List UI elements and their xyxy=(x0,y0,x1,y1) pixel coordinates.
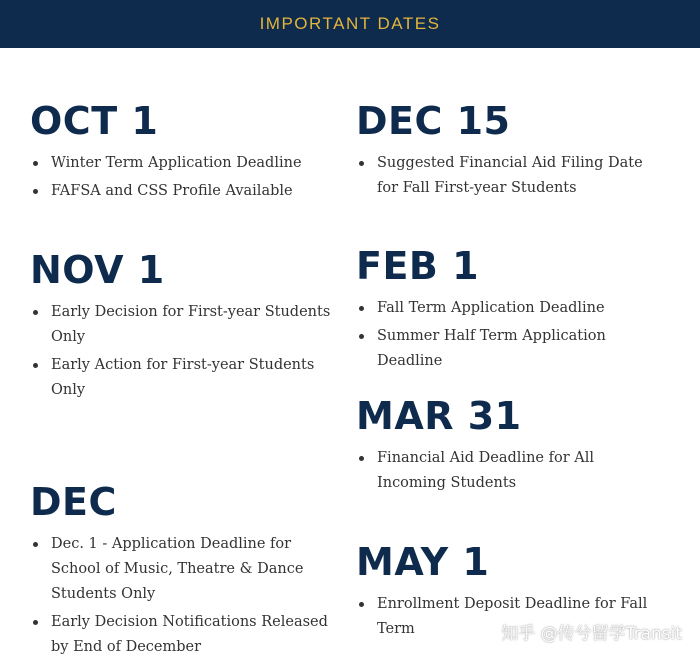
deadline-item: FAFSA and CSS Profile Available xyxy=(30,179,340,204)
date-section-dec15 xyxy=(356,99,666,204)
deadline-item: Summer Half Term Application Deadline xyxy=(356,324,666,374)
deadline-item: Early Decision Notifications Released by End of December xyxy=(30,610,340,660)
date-heading: DEC 15 xyxy=(356,99,511,143)
deadline-item: Dec. 1 - Application Deadline for School of Music, Theatre & Dance Students Only xyxy=(30,532,340,607)
date-heading: MAR 31 xyxy=(356,394,522,438)
deadline-item: Fall Term Application Deadline xyxy=(356,296,666,321)
deadline-list xyxy=(356,151,666,201)
header-bar xyxy=(0,0,700,48)
date-heading: FEB 1 xyxy=(356,244,480,288)
date-section-nov1 xyxy=(30,248,340,406)
deadline-item: Early Decision for First-year Students Only xyxy=(30,300,340,350)
deadline-item: Financial Aid Deadline for All Incoming Students xyxy=(356,446,666,496)
deadline-list xyxy=(356,446,666,496)
deadline-item: Early Action for First-year Students Only xyxy=(30,353,340,403)
date-section-mar31 xyxy=(356,394,666,499)
date-heading: DEC xyxy=(30,480,117,524)
date-heading: OCT 1 xyxy=(30,99,159,143)
watermark: 知乎 @传兮留学Transit xyxy=(501,624,682,644)
date-section-dec xyxy=(30,480,340,663)
date-section-feb1 xyxy=(356,244,666,377)
deadline-list xyxy=(30,300,340,403)
deadline-list xyxy=(356,296,666,374)
deadline-item: Winter Term Application Deadline xyxy=(30,151,340,176)
date-heading: NOV 1 xyxy=(30,248,165,292)
deadline-item: Suggested Financial Aid Filing Date for Fall First-year Students xyxy=(356,151,666,201)
deadline-list xyxy=(30,532,340,660)
page-title: IMPORTANT DATES xyxy=(259,14,441,33)
deadline-list xyxy=(30,151,340,204)
date-section-oct1 xyxy=(30,99,340,207)
deadline-item: Enrollment Deposit Deadline for Fall Term xyxy=(356,592,666,642)
date-heading: MAY 1 xyxy=(356,540,490,584)
